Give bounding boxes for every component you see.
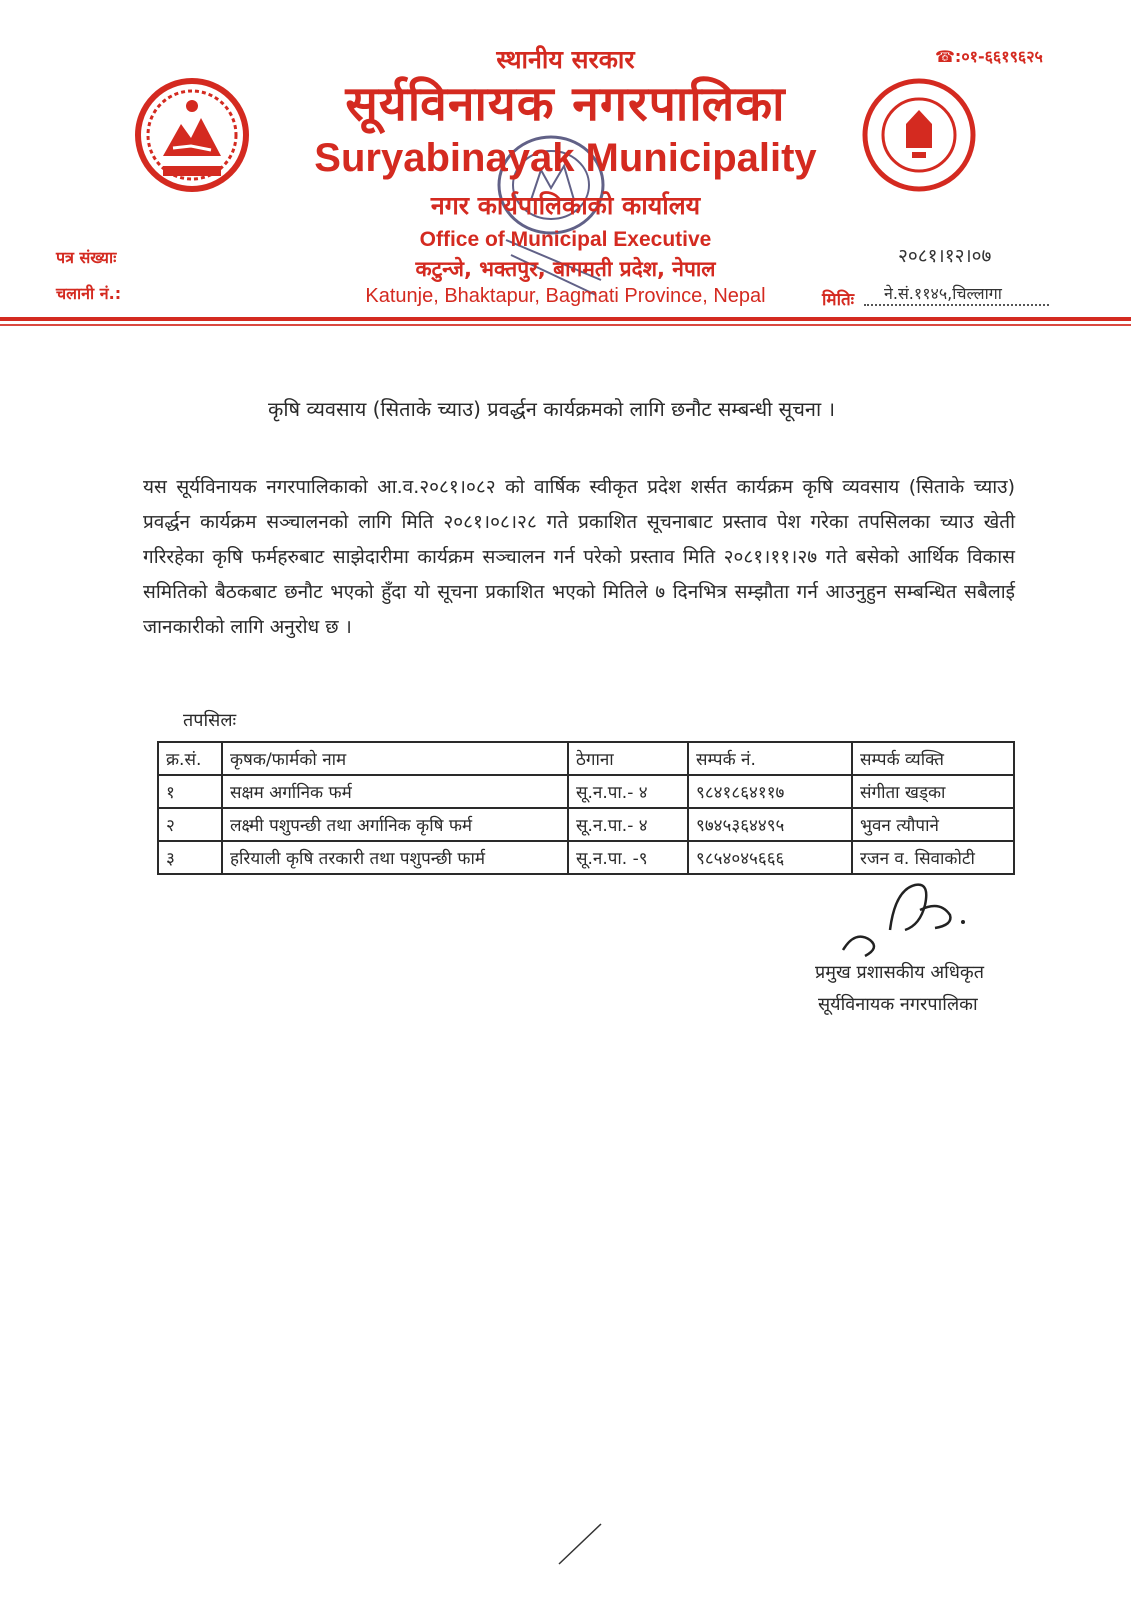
cell-address: सू.न.पा. -९: [568, 841, 688, 874]
notice-paragraph: यस सूर्यविनायक नगरपालिकाको आ.व.२०८१।०८२ को वार्षिक स्वीकृत प्रदेश शर्सत कार्यक्रम कृषि व्यवसाय (सिताके च्याउ) प्रवर्द्धन कार्यक्रम सञ्चालनको लागि मिति २०८१।०८।२८ गते प्रकाशित सूचनाबाट प्रस्ताव पेश गरेका तपसिलका च्याउ खेती गरिरहेका कृषि फर्महरुबाट साझेदारीमा कार्यक्रम सञ्चालन गर्न परेको प्रस्ताव मिति २०८१।११।२७ गते बसेको आर्थिक विकास समितिको बैठकबाट छनौट भएको हुँदा यो सूचना प्रकाशित भएको मितिले ७ दिनभित्र सम्झौता गर्न आउनुहुन सम्बन्धित सबैलाई जानकारीको लागि अनुरोध छ ।: [143, 476, 1015, 638]
table-row: [158, 808, 1014, 841]
miti-label: मितिः: [822, 290, 855, 310]
address-en: Katunje, Bhaktapur, Bagmati Province, Nepal: [365, 285, 766, 307]
signatory-organization: सूर्यविनायक नगरपालिका: [818, 994, 978, 1015]
phone-number: ☎:०१-६६१९६२५: [935, 47, 1043, 66]
cell-contact-number: ९८४१८६४११७: [688, 775, 852, 808]
header-divider-thin: [0, 324, 1131, 326]
miti-value: ने.सं.११४५,चिल्लागा: [864, 282, 1049, 306]
col-farm-name: कृषक/फार्मको नाम: [222, 742, 568, 775]
selected-farms-table: [157, 741, 1015, 875]
notice-subject: कृषि व्यवसाय (सिताके च्याउ) प्रवर्द्धन कार्यक्रमको लागि छनौट सम्बन्धी सूचना ।: [268, 397, 836, 421]
cell-contact-number: ९७४५३६४४९५: [688, 808, 852, 841]
cell-contact-person: संगीता खड्का: [852, 775, 1014, 808]
office-name-en: Office of Municipal Executive: [419, 228, 712, 251]
cell-serial: १: [158, 775, 222, 808]
office-name-np: नगर कार्यपालिकाको कार्यालय: [430, 191, 701, 220]
pen-mark-icon: [555, 1518, 605, 1568]
cell-contact-person: रजन व. सिवाकोटी: [852, 841, 1014, 874]
letter-number-label: पत्र संख्याः: [56, 248, 117, 267]
col-contact-person: सम्पर्क व्यक्ति: [852, 742, 1014, 775]
cell-contact-person: भुवन त्यौपाने: [852, 808, 1014, 841]
cell-farm-name: सक्षम अर्गानिक फर्म: [222, 775, 568, 808]
signatory-title: प्रमुख प्रशासकीय अधिकृत: [815, 962, 984, 983]
local-government-label: स्थानीय सरकार: [496, 45, 635, 74]
col-address: ठेगाना: [568, 742, 688, 775]
cell-contact-number: ९८५४०४५६६६: [688, 841, 852, 874]
cell-farm-name: लक्ष्मी पशुपन्छी तथा अर्गानिक कृषि फर्म: [222, 808, 568, 841]
address-np: कटुन्जे, भक्तपुर, बागमती प्रदेश, नेपाल: [415, 257, 716, 281]
col-contact-number: सम्पर्क नं.: [688, 742, 852, 775]
col-serial: क्र.सं.: [158, 742, 222, 775]
signature-icon: [835, 870, 985, 960]
cell-address: सू.न.पा.- ४: [568, 808, 688, 841]
cell-address: सू.न.पा.- ४: [568, 775, 688, 808]
header-divider: [0, 317, 1131, 321]
dispatch-number-label: चलानी नं.:: [56, 284, 122, 303]
letter-date: २०८१।१२।०७: [898, 245, 992, 267]
cell-serial: ३: [158, 841, 222, 874]
details-label: तपसिलः: [183, 710, 237, 731]
municipality-name-np: सूर्यविनायक नगरपालिका: [345, 76, 786, 132]
municipality-name-en: Suryabinayak Municipality: [314, 136, 817, 180]
cell-farm-name: हरियाली कृषि तरकारी तथा पशुपन्छी फार्म: [222, 841, 568, 874]
cell-serial: २: [158, 808, 222, 841]
table-header-row: [158, 742, 1014, 775]
table-row: [158, 775, 1014, 808]
